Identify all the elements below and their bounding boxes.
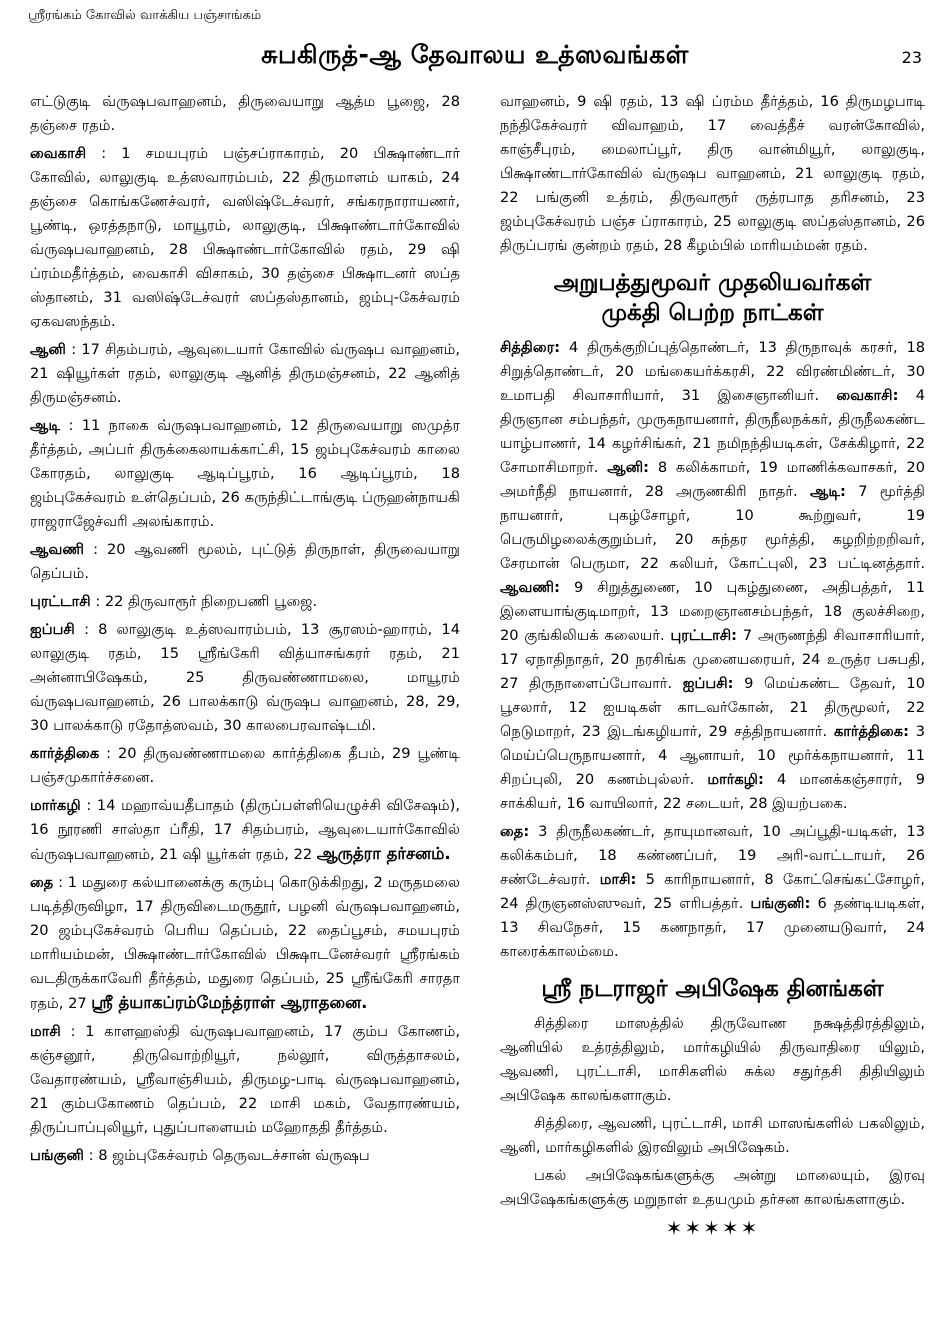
running-head: ஸ்ரீரங்கம் கோவில் வாக்கிய பஞ்சாங்கம் bbox=[28, 8, 262, 23]
page-title: சுபகிருத்-ஆ தேவாலய உத்ஸவங்கள் bbox=[261, 40, 689, 69]
festival-entry: எட்டுகுடி வ்ருஷபவாஹனம், திருவையாறு ஆத்ம பூஜை, 28 தஞ்சை ரதம். bbox=[30, 93, 460, 134]
festival-entry: ஆடி : 11 நாகை வ்ருஷபவாஹனம், 12 திருவையாறு ஸமுத்ர தீர்த்தம், அப்பர் திருக்கைலாயக்காட்சி, 15 ஜம்புகேச்வரம் காலை கோரதம், லாலுகுடி ஆடிப்பூரம், 16 ஆடிப்பூரம், 18 ஜம்புகேச்வரம் உள்தெப்பம், 26 கருந்திட்டாங்குடி ப்ருஹன்நாயகி ராஜராஜேச்வரி அலங்காரம். bbox=[30, 417, 460, 530]
festival-entry: கார்த்திகை : 20 திருவண்ணாமலை கார்த்திகை தீபம், 29 பூண்டி பஞ்சமுகார்ச்சனை. bbox=[30, 745, 460, 786]
festival-entry: மார்கழி : 14 மஹாவ்யதீபாதம் (திருப்பள்ளியெழுச்சி விசேஷம்), 16 நூரணி சாஸ்தா ப்ரீதி, 17 சிதம்பரம், ஆவுடையார்கோவில் வ்ருஷபவாஹனம், 21 ஷி யூர்கள் ரதம், 22 ஆருத்ரா தர்சனம். bbox=[30, 797, 461, 863]
page-number: 23 bbox=[901, 48, 922, 67]
continuation-text: வாஹனம், 9 ஷி ரதம், 13 ஷி ப்ரம்ம தீர்த்தம், 16 திருமழபாடி நந்திகேச்வரர் விவாஹம், 17 வைத்தீச் வரன்கோவில், காஞ்சீபுரம், மைலாப்பூர், திரு வான்மியூர், லாலுகுடி, பிக்ஷாண்டார்கோவில் வ்ருஷப வாஹனம், 21 லாலுகுடி ரதம், 22 பங்குனி உத்ரம், திருவாரூர் ருத்ரபாத தரிசனம், 23 ஜம்புகேச்வரம் பஞ்ச ப்ராகாரம், 25 லாலுகுடி ஸப்தஸ்தானம், 26 திருப்பரங் குன்றம் ரதம், 28 கீழம்பில் மாரியம்மன் ரதம். bbox=[500, 93, 925, 254]
left-column bbox=[30, 90, 460, 1172]
nayanmar-list: தை: 3 திருநீலகண்டர், தாயுமானவர், 10 அப்பூதி-யடிகள், 13 கலிக்கம்பர், 18 கண்ணப்பர், 19 அரி-வாட்டாயர், 26 சண்டேச்வரர். மாசி: 5 காரிநாயனார், 8 கோட்செங்கட்சோழர், 24 திருஞனஸ்ஸுவர், 25 எரிபத்தர். பங்குனி: 6 தண்டியடிகள், 13 சிவநேசர், 15 கணநாதர், 17 முனையடுவார், 24 காரைக்காலம்மை. bbox=[500, 823, 926, 960]
festival-entry: ஆனி : 17 சிதம்பரம், ஆவுடையார் கோவில் வ்ருஷப வாஹனம், 21 ஷியூர்கள் ரதம், லாலுகுடி ஆனித் திருமஞ்சனம், 22 ஆனித் திருமஞ்சனம். bbox=[30, 341, 461, 406]
festival-entry: ஐப்பசி : 8 லாலுகுடி உத்ஸவாரம்பம், 13 சூரஸம்-ஹாரம், 14 லாலுகுடி ரதம், 15 ஸ்ரீங்கேரி வித்யாசங்கரர் ரதம், 21 அன்னாபிஷேகம், 25 திருவண்ணாமலை, மாயூரம் வ்ருஷபவாஹனம், 26 பாலக்காடு வ்ருஷப வாஹனம், 28, 29, 30 பாலக்காடு ரதோத்ஸவம், 30 காலபைரவாஷ்டமி. bbox=[30, 621, 460, 734]
nataraja-paragraph: சித்திரை மாஸத்தில் திருவோண நக்ஷத்திரத்திலும், ஆனியில் உத்ரத்திலும், மார்கழியில் திருவாதிரை யிலும், ஆவணி, புரட்டாசி, மாசிகளில் சுக்ல சதுர்தசி திதியிலும் அபிஷேக காலங்களாகும். bbox=[500, 1015, 925, 1104]
nayanmar-heading: அறுபத்துமூவர் முதலியவர்கள் முக்தி பெற்ற நாட்கள் bbox=[553, 270, 872, 326]
festival-entry: புரட்டாசி : 22 திருவாரூர் நிறைபணி பூஜை. bbox=[30, 593, 318, 610]
nataraja-paragraph: சித்திரை, ஆவணி, புரட்டாசி, மாசி மாஸங்களில் பகலிலும், ஆனி, மார்கழிகளில் இரவிலும் அபிஷேகம். bbox=[500, 1115, 925, 1156]
nataraja-paragraph: பகல் அபிஷேகங்களுக்கு அன்று மாலையும், இரவு அபிஷேகங்களுக்கு மறுநாள் உதயமும் தர்சன காலங்களாகும். bbox=[500, 1167, 925, 1208]
festival-entry: தை : 1 மதுரை கல்யானைக்கு கரும்பு கொடுக்கிறது, 2 மருதமலை படித்திருவிழா, 17 திருவிடைமருதூர், பழனி வ்ருஷபவாஹனம், 20 ஜம்புகேச்வரம் பெரிய தெப்பம், 22 தைப்பூசம், சமயபுரம் மாரியம்மன், பிக்ஷாண்டார்கோவில் பிக்ஷாடனேச்வரர் ஸ்ரீரங்கம் வடதிருக்காவேரி தீர்த்தம், மதுரை தெப்பம், 25 ஸ்ரீங்கேரி சாரதா ரதம், 27 ஸ்ரீ த்யாகப்ரம்மேந்த்ராள் ஆராதனை. bbox=[30, 874, 461, 1012]
stars-divider: ✶✶✶✶✶ bbox=[665, 1216, 760, 1240]
festival-entry: ஆவணி : 20 ஆவணி மூலம், புட்டுத் திருநாள், திருவையாறு தெப்பம். bbox=[30, 541, 460, 582]
festival-entry: வைகாசி : 1 சமயபுரம் பஞ்சப்ராகாரம், 20 பிக்ஷாண்டார் கோவில், லாலுகுடி உத்ஸவாரம்பம், 22 திருமாளம் யாகம், 24 தஞ்சை கொங்கணேச்வரர், வஸிஷ்டேச்வரர், சங்கரநாராயணர், பூண்டி, ஒரத்தநாடு, மாயூரம், லாலுகுடி, பிக்ஷாண்டார்கோவில் வ்ருஷபவாஹனம், 28 பிக்ஷாண்டார்கோவில் ரதம், 29 ஷி ப்ரம்மதீர்த்தம், வைகாசி விசாகம், 30 தஞ்சை பிக்ஷாடனர் ஸப்த ஸ்தானம், 31 வஸிஷ்டேச்வரர் ஸப்தஸ்தானம், ஜம்பு-கேச்வரம் ஏகவஸந்தம். bbox=[30, 145, 461, 330]
festival-entry: மாசி : 1 காளஹஸ்தி வ்ருஷபவாஹனம், 17 கும்ப கோணம், கஞ்சனூர், திருவொற்றியூர், நல்லூர், விருத்தாசலம், வேதாரண்யம், ஸ்ரீவாஞ்சியம், திருமழ-பாடி வ்ருஷபவாஹனம், 21 கும்பகோணம் தெப்பம், 22 மாசி மகம், வேதாரண்யம், திருப்பாப்புலியூர், புதுப்பாளையம் மஹோததி தீர்த்தம். bbox=[30, 1023, 460, 1136]
nataraja-heading: ஸ்ரீ நடராஜர் அபிஷேக தினங்கள் bbox=[541, 976, 884, 1002]
festival-entry: பங்குனி : 8 ஜம்புகேச்வரம் தெருவடச்சான் வ்ருஷப bbox=[30, 1147, 370, 1164]
nayanmar-list: சித்திரை: 4 திருக்குறிப்புத்தொண்டர், 13 திருநாவுக் கரசர், 18 சிறுத்தொண்டர், 20 மங்கையர்க்கரசி, 22 விரண்மிண்டர், 30 உமாபதி சிவாசாரியார், 31 இசைஞானியர். வைகாசி: 4 திருஞான சம்பந்தர், முருகநாயனார், திருநீலநக்கர், திருநீலகண்ட யாழ்பாணர், 14 கழர்சிங்கர், 21 நமிநந்தியடிகள், சேக்கிழார், 22 சோமாசிமாறர். ஆனி: 8 கலிக்காமர், 19 மாணிக்கவாசகர், 20 அமர்நீதி நாயனார், 28 அருணகிரி நாதர். ஆடி: 7 மூர்த்தி நாயனார், புகழ்சோழர், 10 கூற்றுவர், 19 பெருமிழலைக்குறும்பர், 20 சுந்தர மூர்த்தி, கழறிற்றறிவர், சேரமான் பெருமா, 22 கலியர், கோட்புலி, 23 பட்டினத்தார். ஆவணி: 9 சிறுத்துணை, 10 புகழ்துணை, அதிபத்தர், 11 இளையாங்குடிமாறர், 13 மறைஞானசம்பந்தர், 18 குலச்சிறை, 20 குங்கிலியக் கலையர். புரட்டாசி: 7 அருணந்தி சிவாசாரியார், 17 ஏநாதிநாதர், 20 நரசிங்க முனையரையர், 24 உருத்ர பசுபதி, 27 திருநாளைப்போவார். ஐப்பசி: 9 மெய்கண்ட தேவர், 10 பூசலார், 12 ஐயடிகள் காடவர்கோன், 21 திருமூலர், 22 நெடுமாறர், 23 இடங்கழியார், 29 சத்திநாயனார். கார்த்திகை: 3 மெய்ப்பெருநாயனார், 4 ஆனாயர், 10 மூர்க்கநாயனார், 11 சிறப்புலி, 20 கணம்புல்லர். மார்கழி: 4 மானக்கஞ்சாரர், 9 சாக்கியர், 16 வாயிலார், 22 சடையர், 28 இயற்பகை. bbox=[500, 339, 926, 812]
right-column bbox=[500, 90, 925, 1240]
